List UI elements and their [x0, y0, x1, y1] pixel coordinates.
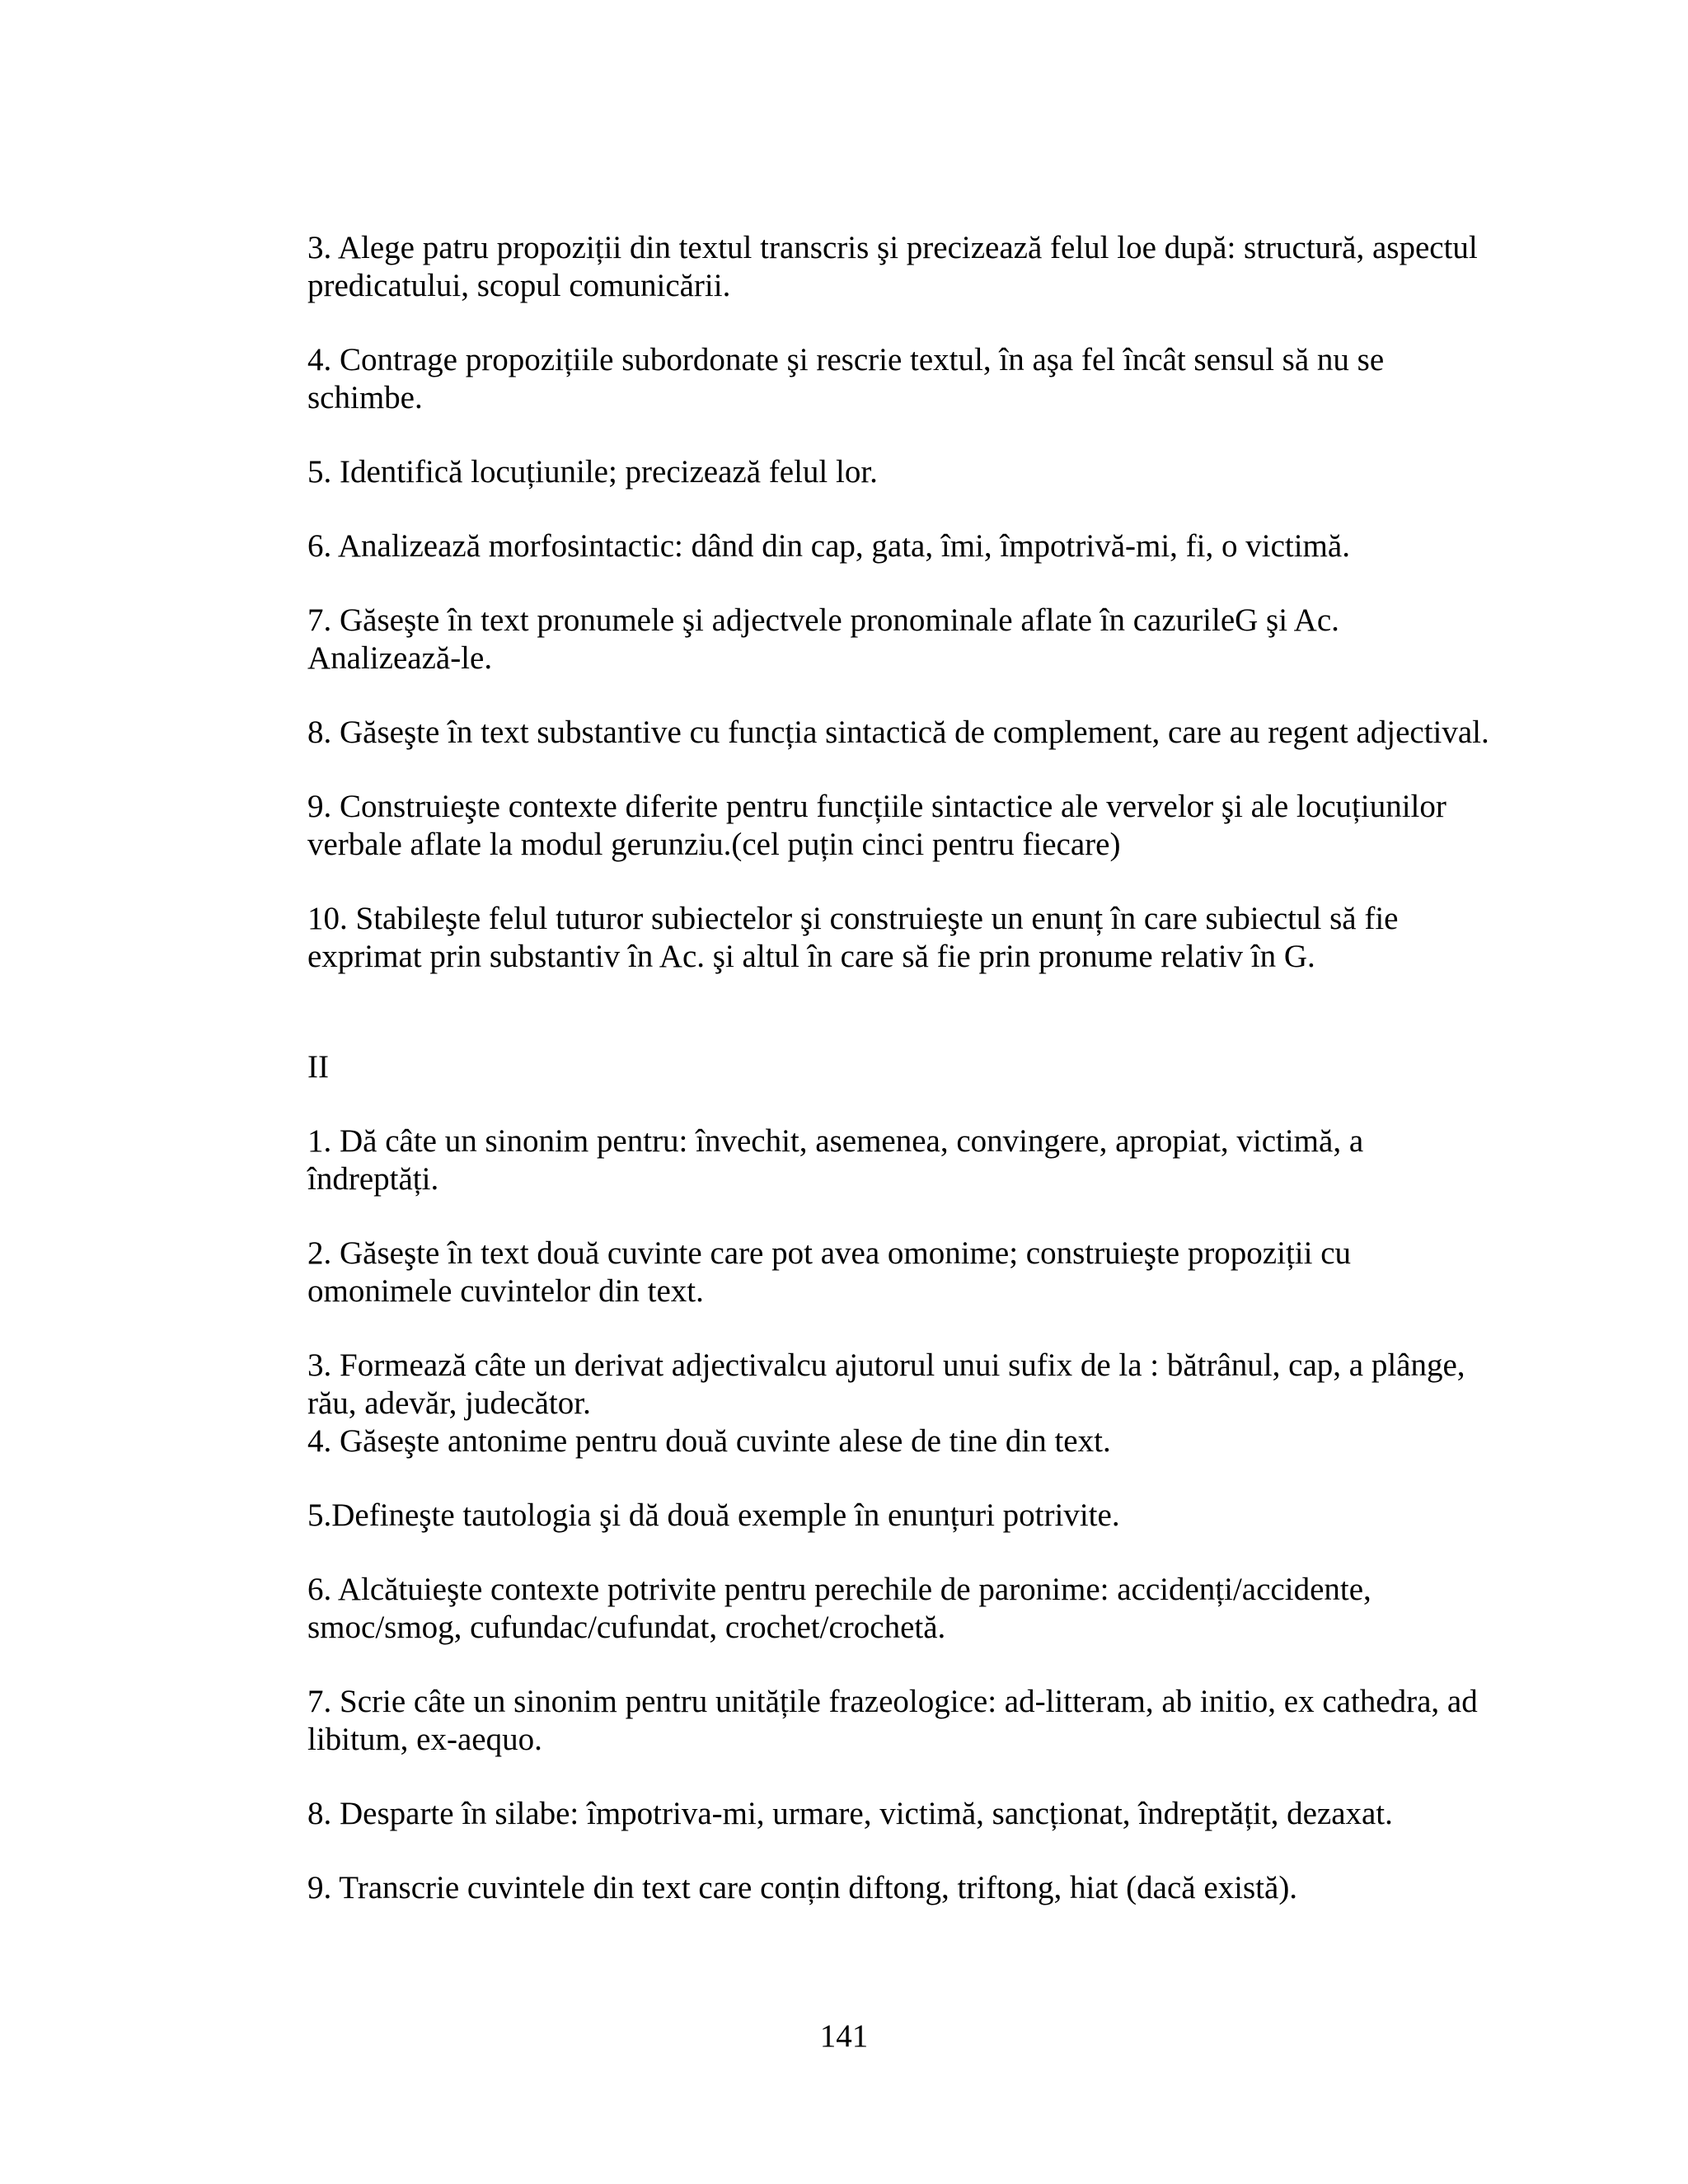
section-heading-ii: II [307, 1049, 329, 1085]
section-two-item-9: 9. Transcrie cuvintele din text care conțin diftong, triftong, hiat (dacă există). [307, 1870, 1298, 1905]
section-two-item-8: 8. Desparte în silabe: împotriva-mi, urmare, victimă, sancționat, îndreptățit, dezaxat. [307, 1796, 1393, 1831]
exercise-item-5: 5. Identifică locuțiunile; precizează felul lor. [307, 454, 878, 490]
section-two-item-5: 5.Defineşte tautologia şi dă două exemple în enunțuri potrivite. [307, 1497, 1120, 1533]
section-two-item-3: 3. Formează câte un derivat adjectivalcu ajutorul unui sufix de la : bătrânul, cap, a plânge, rău, adevăr, judecător. [307, 1347, 1465, 1421]
exercise-item-8: 8. Găseşte în text substantive cu funcția sintactică de complement, care au regent adjectival. [307, 715, 1489, 750]
exercise-item-9: 9. Construieşte contexte diferite pentru funcțiile sintactice ale vervelor şi ale locuțiunilor verbale aflate la modul gerunziu.(cel puțin cinci pentru fiecare) [307, 789, 1447, 862]
section-two-item-1: 1. Dă câte un sinonim pentru: învechit, asemenea, convingere, apropiat, victimă, a îndreptăți. [307, 1123, 1364, 1197]
section-two-item-6: 6. Alcătuieşte contexte potrivite pentru perechile de paronime: accidenți/accidente, smoc/smog, cufundac/cufundat, crochet/crochetă. [307, 1572, 1372, 1645]
section-two-item-2: 2. Găseşte în text două cuvinte care pot avea omonime; construieşte propoziții cu omonimele cuvintelor din text. [307, 1235, 1352, 1309]
exercise-text-block [307, 229, 1494, 1943]
exercise-item-10: 10. Stabileşte felul tuturor subiectelor şi construieşte un enunț în care subiectul să fie exprimat prin substantiv în Ac. şi altul în care să fie prin pronume relativ în G. [307, 901, 1399, 974]
exercise-item-7: 7. Găseşte în text pronumele şi adjectvele pronominale aflate în cazurileG şi Ac. Analizează-le. [307, 602, 1339, 676]
page-number: 141 [819, 2018, 869, 2054]
exercise-item-4: 4. Contrage propozițiile subordonate şi rescrie textul, în aşa fel încât sensul să nu se schimbe. [307, 342, 1385, 415]
section-two-item-4: 4. Găseşte antonime pentru două cuvinte alese de tine din text. [307, 1423, 1111, 1459]
exercise-item-6: 6. Analizează morfosintactic: dând din cap, gata, îmi, împotrivă-mi, fi, o victimă. [307, 528, 1350, 564]
section-two-item-7: 7. Scrie câte un sinonim pentru unitățile frazeologice: ad-litteram, ab initio, ex cathedra, ad libitum, ex-aequo. [307, 1684, 1478, 1757]
exercise-item-3: 3. Alege patru propoziții din textul transcris şi precizează felul loe după: structură, aspectul predicatului, scopul comunicării. [307, 230, 1478, 303]
